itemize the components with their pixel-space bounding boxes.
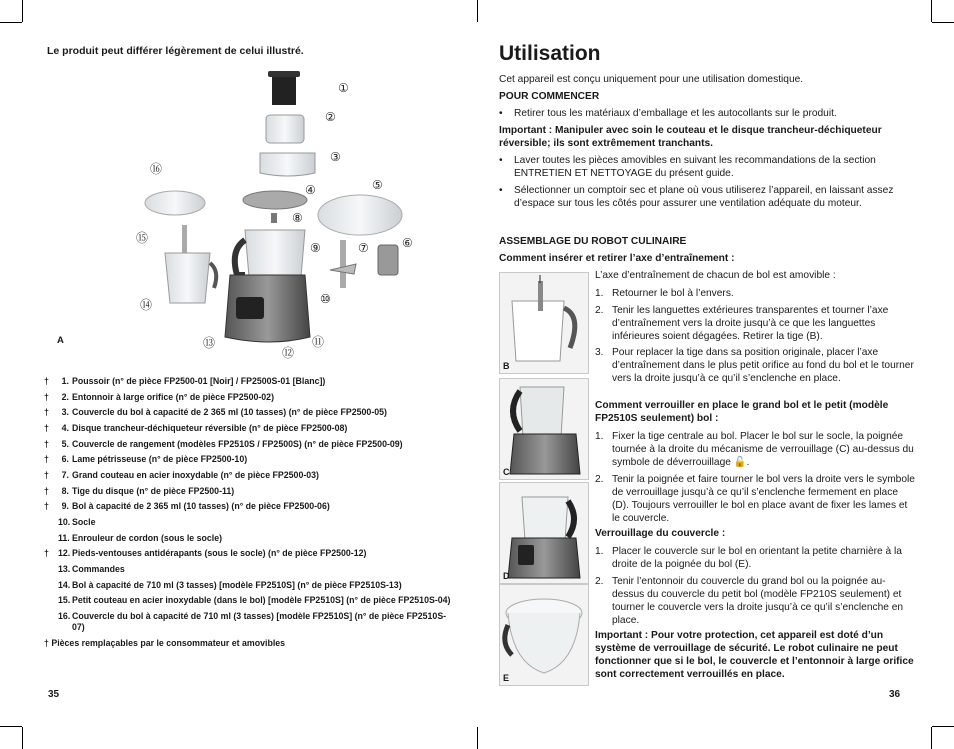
part-description: Couvercle du bol à capacité de 710 ml (3 tasses) [modèle FP2510S] (n° de pièce FP2510S-07): [72, 611, 447, 633]
replaceable-mark: †: [44, 470, 49, 481]
step-text: Tenir les languettes extérieures transparentes et tourner l’axe d’entraînement vers la droite jusqu’à ce que les languettes inférieures soient dégagées. Retirer la tige (B).: [612, 305, 889, 342]
important-safety: Important : Pour votre protection, cet appareil est doté d’un système de verrouillage de sécurité. Le robot culinaire ne peut fonctionner que si le bol, le couvercle et l’entonnoir à large orifice sont correctement verrouillés en place.: [595, 630, 914, 680]
part-number: 11.: [58, 532, 70, 543]
step-text: Retourner le bol à l’envers.: [612, 288, 734, 299]
part-number: 15.: [58, 595, 71, 606]
part-item: [44, 580, 454, 591]
part-description: Commandes: [72, 564, 125, 575]
replaceable-mark: †: [44, 391, 49, 402]
replaceable-mark: †: [44, 454, 49, 465]
replaceable-mark: †: [44, 548, 49, 559]
callout-16: ⑯: [150, 162, 163, 176]
axe-heading: Comment insérer et retirer l’axe d’entraînement :: [499, 253, 735, 264]
part-description: Bol à capacité de 710 ml (3 tasses) [modèle FP2510S] (n° de pièce FP2510S-13): [72, 579, 402, 590]
callout-3: ③: [330, 150, 341, 164]
callout-6: ⑥: [402, 236, 413, 250]
callout-2: ②: [325, 110, 336, 124]
callout-7: ⑦: [358, 241, 369, 255]
photo-label: C: [503, 467, 510, 477]
disc-shape: [243, 191, 307, 209]
replaceable-mark: †: [44, 501, 49, 512]
part-number: 2.: [61, 391, 69, 402]
bullet-text: Sélectionner un comptoir sec et plane où vous utiliserez l’appareil, en laissant assez d’espace sur tous les côtés pour assurer une ventilation adéquate du moteur.: [514, 185, 894, 209]
part-number: 10.: [58, 517, 71, 528]
replaceable-mark: [44, 595, 58, 606]
step-number: 1.: [595, 431, 604, 442]
part-description: Bol à capacité de 2 365 ml (10 tasses) (n° de pièce FP2500-06): [72, 501, 330, 512]
part-description: Pieds-ventouses antidérapants (sous le socle) (n° de pièce FP2500-12): [72, 548, 367, 559]
part-item: [44, 517, 454, 528]
photo-label: E: [503, 673, 510, 683]
intro-text: Cet appareil est conçu uniquement pour une utilisation domestique.: [499, 74, 804, 85]
part-item: [44, 439, 454, 450]
replaceable-mark: †: [44, 485, 49, 496]
axe-step: [595, 305, 915, 344]
part-item: [44, 501, 454, 512]
step-number: 1.: [595, 546, 604, 557]
callout-14: ⑭: [140, 298, 153, 312]
callout-4: ④: [305, 183, 316, 197]
page-number-right: 36: [889, 689, 901, 700]
part-item: [44, 564, 454, 575]
step-text: Pour replacer la tige dans sa position originale, placer l’axe d’entraînement dans le plus petit orifice au fond du bol et le tourner vers la droite jusqu’à ce qu’il s’enclenche en place.: [612, 347, 914, 384]
step-text-body: Fixer la tige centrale au bol. Placer le bol sur le socle, la poignée tournée à la droite du mécanisme de verrouillage (C) au-dessus du symbole de déverrouillage: [612, 431, 914, 468]
part-item: [44, 376, 454, 387]
couvercle-heading: Verrouillage du couvercle :: [595, 528, 726, 539]
replaceable-mark: †: [44, 407, 49, 418]
part-item: [44, 454, 454, 465]
part-item: [44, 423, 454, 434]
replaceable-mark: †: [44, 423, 49, 434]
exploded-diagram: [60, 65, 415, 360]
step-number: 2.: [595, 305, 604, 316]
step-number: 2.: [595, 474, 604, 485]
bullet-item: • Laver toutes les pièces amovibles en suivant les recommandations de la section ENTRETIEN ET NETTOYAGE du présent guide.: [499, 155, 914, 181]
step-number: 1.: [595, 288, 604, 299]
replaceable-mark: [44, 533, 58, 544]
callout-15: ⑮: [136, 231, 149, 245]
part-number: 6.: [61, 454, 69, 465]
part-number: 14.: [58, 579, 71, 590]
part-item: [44, 548, 454, 559]
part-description: Disque trancheur-déchiqueteur réversible (n° de pièce FP2500-08): [72, 423, 348, 434]
callout-12: ⑫: [282, 346, 295, 360]
part-item: [44, 407, 454, 418]
bullet-item: • Retirer tous les matériaux d’emballage et les autocollants sur le produit.: [499, 108, 837, 119]
callout-13: ⑬: [203, 336, 216, 350]
part-item: [44, 533, 454, 544]
part-number: 4.: [61, 423, 69, 434]
part-number: 1.: [61, 376, 69, 386]
couvercle-step: [595, 546, 915, 572]
replaceable-mark: †: [44, 376, 49, 386]
assemblage-heading: ASSEMBLAGE DU ROBOT CULINAIRE: [499, 236, 687, 247]
disclaimer: Le produit peut différer légèrement de celui illustré.: [47, 45, 304, 57]
replaceable-mark: [44, 580, 58, 591]
step-text: Placer le couvercle sur le bol en orientant la petite charnière à la droite de la poignée du bol (E).: [612, 546, 902, 570]
right-page: [477, 0, 954, 749]
callout-10: ⑩: [320, 292, 331, 306]
important-warning: Important : Manipuler avec soin le couteau et le disque trancheur-déchiqueteur réversible; ils sont extrêmement tranchants.: [499, 125, 882, 149]
part-description: Socle: [72, 517, 96, 528]
pour-commencer-heading: POUR COMMENCER: [499, 91, 600, 102]
part-number: 8.: [61, 485, 69, 496]
part-description: Tige du disque (n° de pièce FP2500-11): [72, 485, 235, 496]
part-number: 12.: [58, 548, 71, 559]
verrouiller-heading: Comment verrouiller en place le grand bol et le petit (modèle FP2510S seulement) bol :: [595, 400, 889, 424]
step-number: 2.: [595, 576, 604, 587]
bullet-text: Retirer tous les matériaux d’emballage et les autocollants sur le produit.: [514, 108, 837, 119]
page-number-left: 35: [48, 689, 60, 700]
axe-step: [595, 347, 915, 386]
part-description: Entonnoir à large orifice (n° de pièce FP2500-02): [72, 391, 274, 402]
bullet-text: Laver toutes les pièces amovibles en suivant les recommandations de la section ENTRETIEN ET NETTOYAGE du présent guide.: [514, 155, 876, 179]
replaceable-mark: [44, 517, 58, 528]
part-item: [44, 392, 454, 403]
callout-9: ⑨: [310, 241, 321, 255]
part-description: Couvercle du bol à capacité de 2 365 ml (10 tasses) (n° de pièce FP2500-05): [72, 407, 387, 418]
part-number: 16.: [58, 611, 71, 622]
callout-1: ①: [338, 81, 349, 95]
part-description: Petit couteau en acier inoxydable (dans le bol) [modèle FP2510S] (n° de pièce FP2510S-04): [72, 595, 451, 606]
step-text: Fixer la tige centrale au bol. Placer le bol sur le socle, la poignée tournée à la droite du mécanisme de verrouillage (C) au-dessus du symbole de déverrouillage 🔓.: [612, 431, 914, 468]
parts-note: † Pièces remplaçables par le consommateur et amovibles: [44, 637, 286, 648]
part-number: 5.: [61, 438, 69, 449]
part-item: [44, 470, 454, 481]
photo-d: [499, 482, 589, 584]
pusher-shape: [272, 73, 296, 105]
replaceable-mark: †: [44, 438, 49, 449]
part-description: Grand couteau en acier inoxydable (n° de pièce FP2500-03): [72, 470, 319, 481]
axe-step: [595, 288, 915, 301]
callout-11: ⑪: [312, 335, 325, 349]
part-number: 9.: [61, 501, 69, 512]
part-description: Enrouleur de cordon (sous le socle): [72, 532, 223, 543]
photo-c: [499, 378, 589, 480]
part-item: [44, 595, 454, 606]
step-text: Tenir l’entonnoir du couvercle du grand bol ou la poignée au-dessus du couvercle du petit bol (modèle FP210S seulement) et tourner le couvercle vers la droite jusqu’à ce qu’il s’enclenche en place.: [612, 576, 904, 626]
part-description: Couvercle de rangement (modèles FP2510S / FP2500S) (n° de pièce FP2500-09): [72, 438, 403, 449]
callout-5: ⑤: [372, 178, 383, 192]
unlock-icon: 🔓: [733, 456, 747, 468]
step-number: 3.: [595, 347, 604, 358]
part-item: [44, 486, 454, 497]
axe-intro: L’axe d’entraînement de chacun de bol est amovible :: [595, 270, 836, 281]
part-description: Lame pétrisseuse (n° de pièce FP2500-10): [72, 454, 248, 465]
part-item: [44, 611, 454, 633]
parts-list: [44, 376, 454, 649]
replaceable-mark: [44, 611, 58, 633]
step-text: Tenir la poignée et faire tourner le bol vers la droite vers le symbole de verrouillage jusqu’à ce qu’il s’enclenche fermement en place (D). Toujours verrouiller le bol en place avant de fixer les lames et le couvercle.: [612, 474, 915, 524]
verrouiller-step: [595, 474, 915, 525]
bullet-item: • Sélectionner un comptoir sec et plane où vous utiliserez l’appareil, en laissant assez d’espace sur tous les côtés pour assurer une ventilation adéquate du moteur.: [499, 185, 914, 211]
verrouiller-step: [595, 431, 915, 470]
section-title: Utilisation: [499, 42, 601, 65]
photo-e: [499, 584, 589, 686]
part-number: 13.: [58, 564, 71, 575]
part-number: 3.: [61, 407, 69, 418]
photo-label: B: [503, 361, 510, 371]
diagram-letter: A: [57, 335, 64, 346]
part-number: 7.: [61, 470, 69, 481]
replaceable-mark: [44, 564, 58, 575]
photo-b: [499, 272, 589, 374]
couvercle-step: [595, 576, 915, 627]
photo-label: D: [503, 571, 510, 581]
callout-8: ⑧: [292, 211, 303, 225]
part-description: Poussoir (n° de pièce FP2500-01 [Noir] / FP2500S-01 [Blanc]): [72, 376, 326, 386]
